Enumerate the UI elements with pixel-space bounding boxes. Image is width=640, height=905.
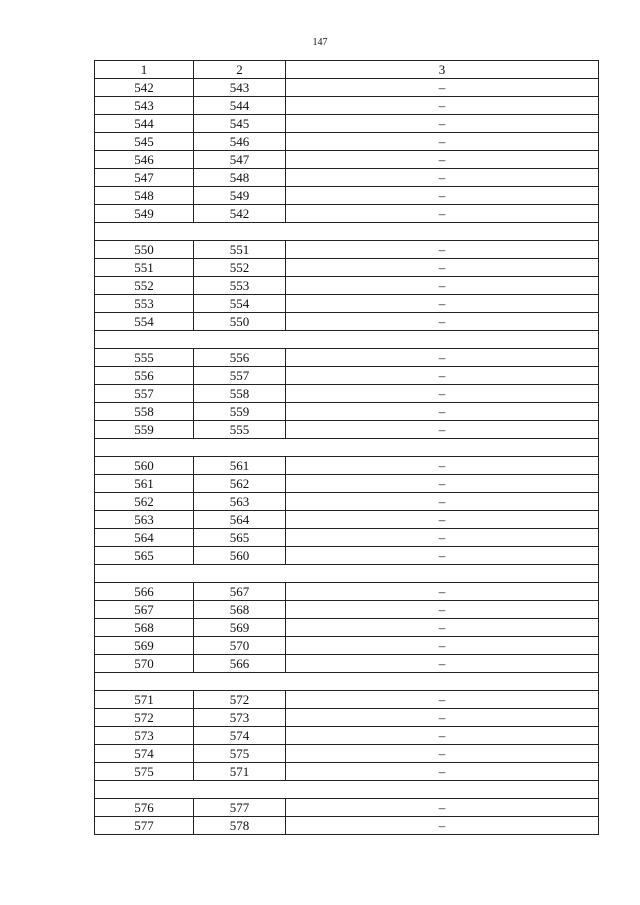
separator-cell — [95, 673, 599, 691]
table-row — [95, 385, 599, 403]
separator-cell — [95, 331, 599, 349]
cell-c1: 556 — [95, 367, 194, 385]
table-row — [95, 79, 599, 97]
cell-c3: – — [286, 493, 599, 511]
table-row — [95, 475, 599, 493]
cell-c3: – — [286, 277, 599, 295]
cell-c3: – — [286, 385, 599, 403]
cell-c2: 561 — [194, 457, 286, 475]
cell-c1: 547 — [95, 169, 194, 187]
cell-c3: – — [286, 583, 599, 601]
cell-c1: 543 — [95, 97, 194, 115]
cell-c1: 576 — [95, 799, 194, 817]
cell-c2: 547 — [194, 151, 286, 169]
cell-c2: 557 — [194, 367, 286, 385]
table-row — [95, 457, 599, 475]
cell-c2: 555 — [194, 421, 286, 439]
cell-c2: 554 — [194, 295, 286, 313]
cell-c3: – — [286, 313, 599, 331]
cell-c1: 570 — [95, 655, 194, 673]
cell-c3: – — [286, 169, 599, 187]
table-row — [95, 367, 599, 385]
cell-c3: – — [286, 79, 599, 97]
cell-c1: 553 — [95, 295, 194, 313]
cell-c1: 548 — [95, 187, 194, 205]
cell-c1: 559 — [95, 421, 194, 439]
table-row — [95, 619, 599, 637]
table-row — [95, 817, 599, 835]
cell-c2: 569 — [194, 619, 286, 637]
cell-c3: – — [286, 763, 599, 781]
cell-c1: 550 — [95, 241, 194, 259]
cell-c1: 569 — [95, 637, 194, 655]
cell-c2: 577 — [194, 799, 286, 817]
cell-c2: 563 — [194, 493, 286, 511]
cell-c2: 564 — [194, 511, 286, 529]
table-row — [95, 763, 599, 781]
cell-c2: 567 — [194, 583, 286, 601]
table-row — [95, 583, 599, 601]
cell-c1: 568 — [95, 619, 194, 637]
cell-c2: 545 — [194, 115, 286, 133]
cell-c2: 559 — [194, 403, 286, 421]
cell-c3: – — [286, 151, 599, 169]
cell-c1: 562 — [95, 493, 194, 511]
cell-c2: 548 — [194, 169, 286, 187]
cell-c1: 545 — [95, 133, 194, 151]
cell-c3: – — [286, 457, 599, 475]
cell-c2: 542 — [194, 205, 286, 223]
header-cell-2: 2 — [194, 61, 286, 79]
cell-c2: 556 — [194, 349, 286, 367]
data-table — [94, 60, 599, 835]
table-body — [95, 61, 599, 835]
cell-c3: – — [286, 97, 599, 115]
table-row — [95, 241, 599, 259]
group-separator-row — [95, 673, 599, 691]
table-row — [95, 187, 599, 205]
header-cell-1: 1 — [95, 61, 194, 79]
cell-c1: 554 — [95, 313, 194, 331]
cell-c2: 573 — [194, 709, 286, 727]
cell-c1: 544 — [95, 115, 194, 133]
group-separator-row — [95, 565, 599, 583]
cell-c3: – — [286, 601, 599, 619]
cell-c3: – — [286, 133, 599, 151]
cell-c2: 562 — [194, 475, 286, 493]
table-row — [95, 601, 599, 619]
cell-c2: 558 — [194, 385, 286, 403]
cell-c2: 578 — [194, 817, 286, 835]
cell-c3: – — [286, 547, 599, 565]
table-row — [95, 529, 599, 547]
cell-c1: 552 — [95, 277, 194, 295]
cell-c3: – — [286, 691, 599, 709]
table-row — [95, 313, 599, 331]
cell-c1: 558 — [95, 403, 194, 421]
cell-c1: 572 — [95, 709, 194, 727]
header-cell-3: 3 — [286, 61, 599, 79]
cell-c2: 568 — [194, 601, 286, 619]
cell-c1: 577 — [95, 817, 194, 835]
cell-c3: – — [286, 619, 599, 637]
cell-c2: 546 — [194, 133, 286, 151]
table-row — [95, 133, 599, 151]
table-row — [95, 115, 599, 133]
table-row — [95, 97, 599, 115]
table-row — [95, 205, 599, 223]
cell-c3: – — [286, 187, 599, 205]
separator-cell — [95, 439, 599, 457]
cell-c1: 549 — [95, 205, 194, 223]
table-row — [95, 799, 599, 817]
table-row — [95, 637, 599, 655]
cell-c3: – — [286, 817, 599, 835]
group-separator-row — [95, 331, 599, 349]
table-row — [95, 547, 599, 565]
cell-c3: – — [286, 529, 599, 547]
cell-c2: 551 — [194, 241, 286, 259]
table-row — [95, 295, 599, 313]
cell-c2: 571 — [194, 763, 286, 781]
cell-c2: 550 — [194, 313, 286, 331]
table-row — [95, 511, 599, 529]
cell-c2: 543 — [194, 79, 286, 97]
table-row — [95, 493, 599, 511]
cell-c1: 571 — [95, 691, 194, 709]
cell-c2: 552 — [194, 259, 286, 277]
cell-c1: 546 — [95, 151, 194, 169]
cell-c1: 563 — [95, 511, 194, 529]
table-row — [95, 421, 599, 439]
cell-c3: – — [286, 745, 599, 763]
cell-c1: 542 — [95, 79, 194, 97]
cell-c1: 551 — [95, 259, 194, 277]
table-row — [95, 655, 599, 673]
table-row — [95, 169, 599, 187]
separator-cell — [95, 781, 599, 799]
cell-c3: – — [286, 655, 599, 673]
cell-c1: 561 — [95, 475, 194, 493]
cell-c1: 575 — [95, 763, 194, 781]
cell-c3: – — [286, 205, 599, 223]
table-row — [95, 691, 599, 709]
table-row — [95, 403, 599, 421]
cell-c2: 572 — [194, 691, 286, 709]
cell-c3: – — [286, 295, 599, 313]
cell-c2: 570 — [194, 637, 286, 655]
table-row — [95, 259, 599, 277]
page-number: 147 — [312, 37, 328, 48]
cell-c3: – — [286, 367, 599, 385]
table-row — [95, 709, 599, 727]
cell-c2: 574 — [194, 727, 286, 745]
cell-c1: 557 — [95, 385, 194, 403]
cell-c3: – — [286, 709, 599, 727]
cell-c2: 575 — [194, 745, 286, 763]
cell-c3: – — [286, 637, 599, 655]
cell-c3: – — [286, 115, 599, 133]
group-separator-row — [95, 223, 599, 241]
cell-c3: – — [286, 259, 599, 277]
table-row — [95, 277, 599, 295]
cell-c1: 564 — [95, 529, 194, 547]
group-separator-row — [95, 439, 599, 457]
table-row — [95, 745, 599, 763]
cell-c3: – — [286, 799, 599, 817]
cell-c2: 553 — [194, 277, 286, 295]
table-row — [95, 349, 599, 367]
cell-c2: 544 — [194, 97, 286, 115]
cell-c1: 560 — [95, 457, 194, 475]
cell-c3: – — [286, 403, 599, 421]
cell-c1: 566 — [95, 583, 194, 601]
cell-c1: 573 — [95, 727, 194, 745]
cell-c3: – — [286, 475, 599, 493]
group-separator-row — [95, 781, 599, 799]
header-row — [95, 61, 599, 79]
cell-c2: 565 — [194, 529, 286, 547]
cell-c3: – — [286, 727, 599, 745]
separator-cell — [95, 565, 599, 583]
cell-c2: 549 — [194, 187, 286, 205]
cell-c1: 555 — [95, 349, 194, 367]
cell-c3: – — [286, 349, 599, 367]
cell-c1: 574 — [95, 745, 194, 763]
cell-c1: 565 — [95, 547, 194, 565]
cell-c3: – — [286, 511, 599, 529]
cell-c3: – — [286, 421, 599, 439]
table-row — [95, 151, 599, 169]
cell-c3: – — [286, 241, 599, 259]
separator-cell — [95, 223, 599, 241]
cell-c2: 560 — [194, 547, 286, 565]
cell-c1: 567 — [95, 601, 194, 619]
table-row — [95, 727, 599, 745]
cell-c2: 566 — [194, 655, 286, 673]
